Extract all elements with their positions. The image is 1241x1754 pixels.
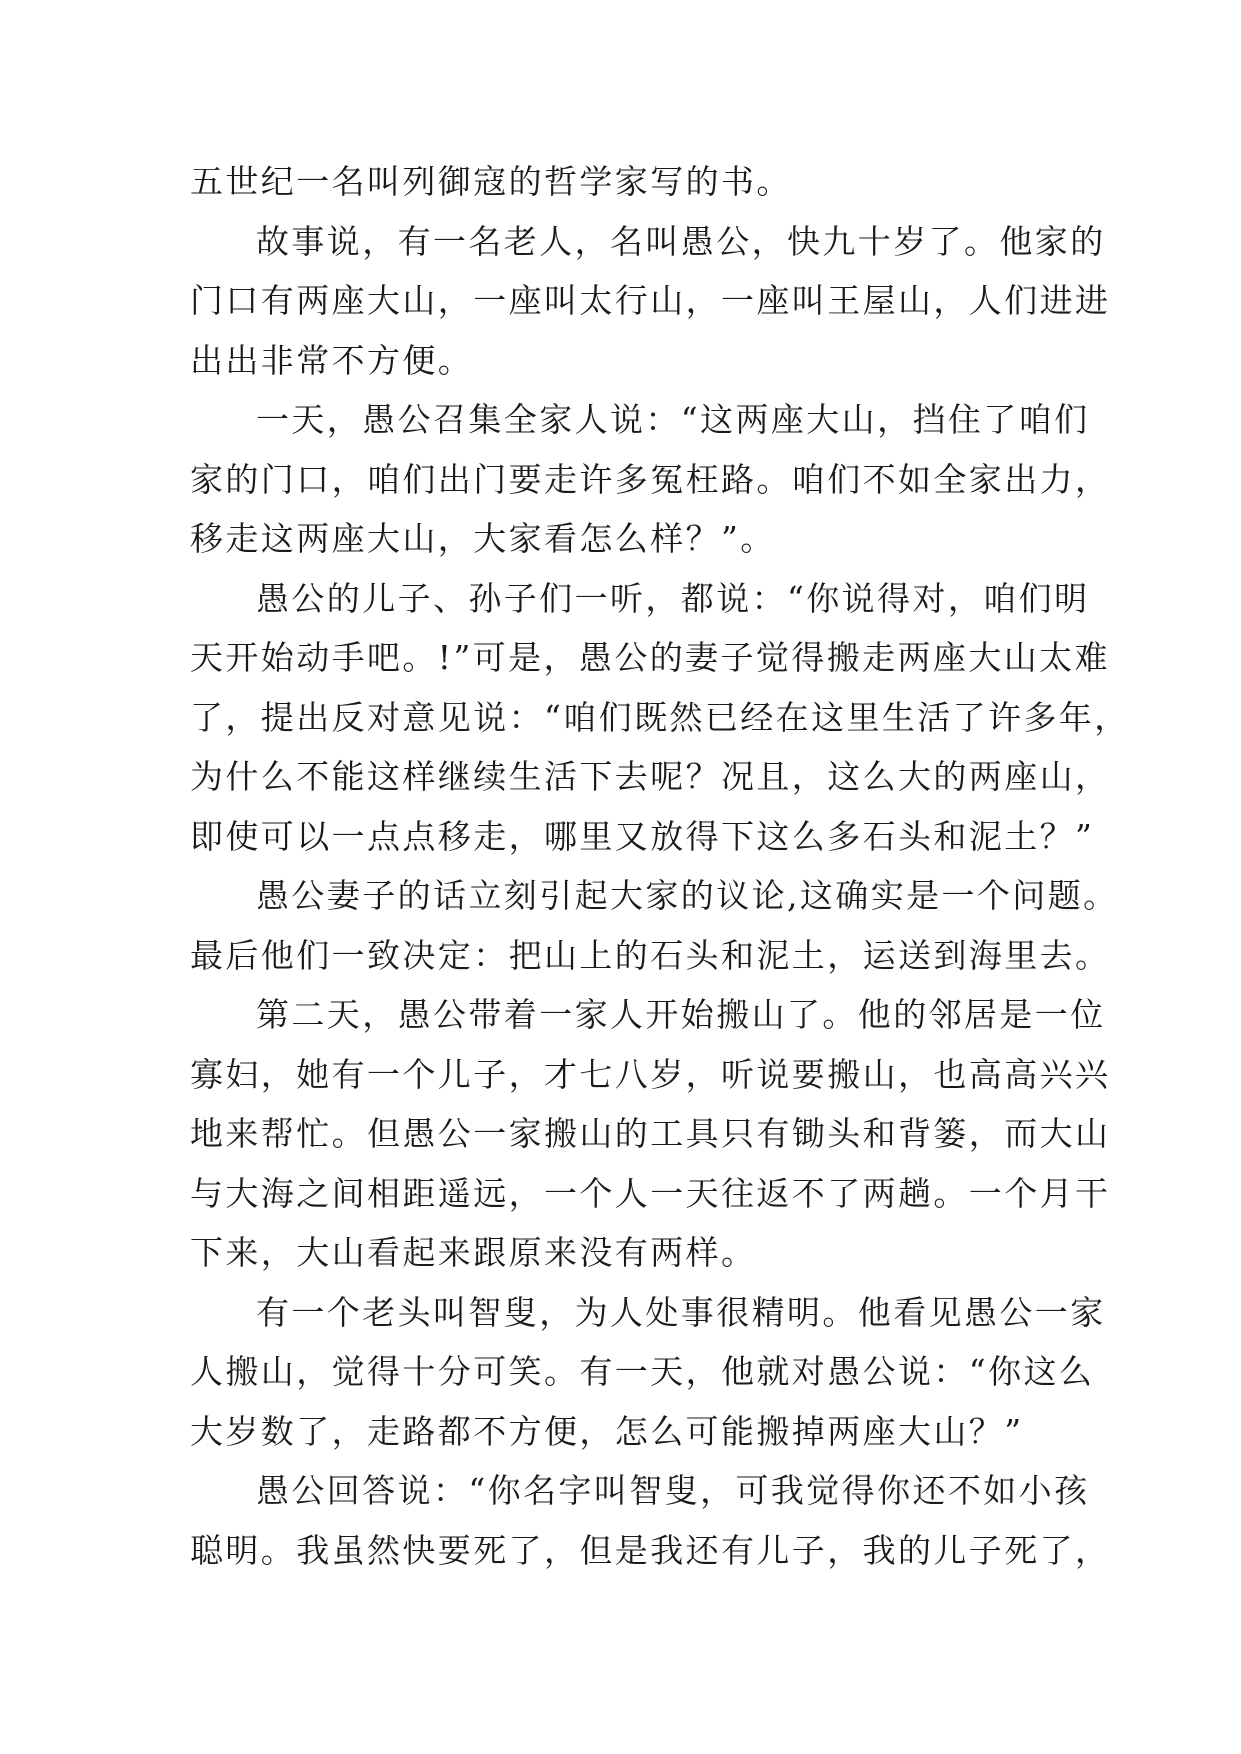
text-line: 与大海之间相距遥远，一个人一天往返不了两趟。一个月干	[190, 1173, 1111, 1213]
text-line: 下来，大山看起来跟原来没有两样。	[190, 1233, 757, 1272]
text-line: 大岁数了，走路都不方便，怎么可能搬掉两座大山？”	[190, 1411, 1024, 1451]
text-line: 故事说，有一名老人，名叫愚公，快九十岁了。他家的	[256, 221, 1106, 261]
text-line: 人搬山，觉得十分可笑。有一天，他就对愚公说：“你这么	[190, 1352, 1095, 1391]
text-line: 家的门口，咱们出门要走许多冤枉路。咱们不如全家出力，	[190, 459, 1111, 499]
text-line: 为什么不能这样继续生活下去呢？况且，这么大的两座山，	[190, 757, 1111, 796]
text-line: 一天，愚公召集全家人说：“这两座大山，挡住了咱们	[256, 400, 1090, 439]
text-line: 第二天，愚公带着一家人开始搬山了。他的邻居是一位	[256, 995, 1106, 1034]
text-line: 愚公妻子的话立刻引起大家的议论,这确实是一个问题。	[256, 876, 1119, 915]
text-line: 五世纪一名叫列御寇的哲学家写的书。	[190, 162, 792, 201]
text-line: 即使可以一点点移走，哪里又放得下这么多石头和泥土？”	[190, 816, 1095, 856]
body-text	[190, 152, 1130, 1580]
text-line: 聪明。我虽然快要死了，但是我还有儿子，我的儿子死了，	[190, 1530, 1111, 1570]
text-line: 最后他们一致决定：把山上的石头和泥土，运送到海里去。	[190, 935, 1111, 975]
text-line: 地来帮忙。但愚公一家搬山的工具只有锄头和背篓，而大山	[190, 1114, 1111, 1153]
text-line: 门口有两座大山，一座叫太行山，一座叫王屋山，人们进进	[190, 281, 1111, 320]
text-line: 寡妇，她有一个儿子，才七八岁，听说要搬山，也高高兴兴	[190, 1054, 1111, 1094]
text-line: 愚公回答说：“你名字叫智叟，可我觉得你还不如小孩	[256, 1471, 1090, 1510]
text-line: 移走这两座大山，大家看怎么样？”。	[190, 519, 776, 558]
text-line: 出出非常不方便。	[190, 340, 474, 380]
text-line: 愚公的儿子、孙子们一听，都说：“你说得对，咱们明	[256, 578, 1090, 618]
text-line: 了，提出反对意见说：“咱们既然已经在这里生活了许多年，	[190, 697, 1130, 737]
text-line: 有一个老头叫智叟，为人处事很精明。他看见愚公一家	[256, 1292, 1106, 1332]
text-line: 天开始动手吧。!”可是，愚公的妻子觉得搬走两座大山太难	[190, 638, 1110, 677]
